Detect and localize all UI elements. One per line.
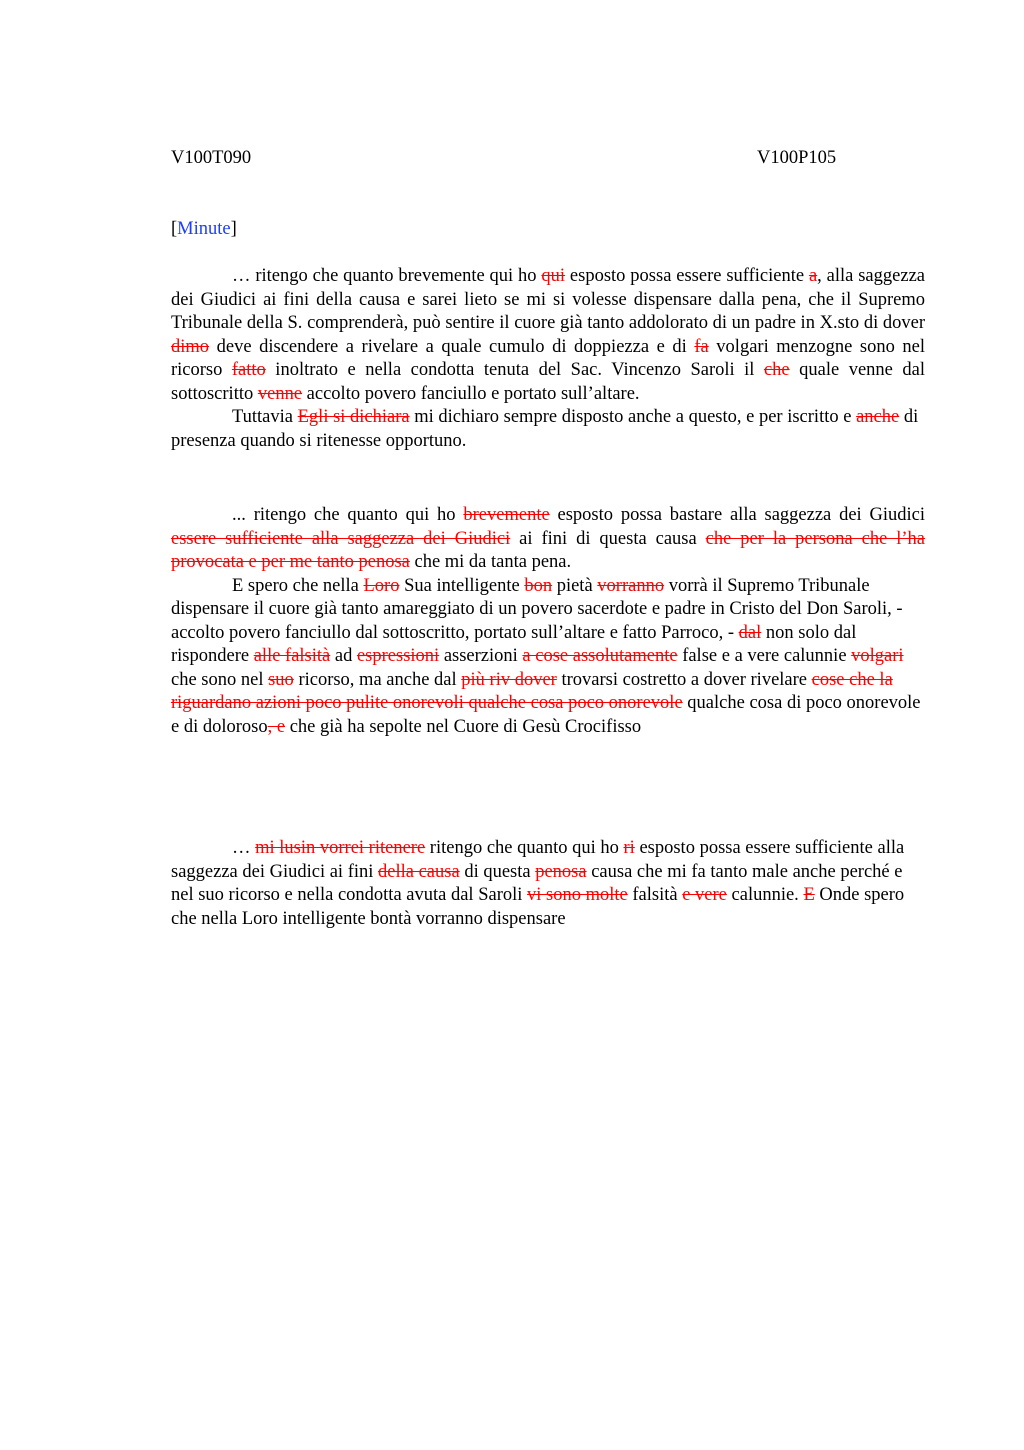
deleted-text: fatto (231, 360, 266, 380)
text-segment: , alla saggezza dei Giudici ai fini della causa e sarei lieto se mi si volesse dispensare dalla pena, che il Supremo Tribunale della S. comprenderà, può sentire il cuore già tanto addolorato di un padre in X.sto di dover (171, 266, 925, 333)
document-code-right: V100P105 (757, 148, 837, 168)
deleted-text: Egli si dichiara (297, 407, 410, 427)
deleted-text: alle falsità (253, 646, 331, 666)
text-segment: di presenza quando si ritenesse opportuno. (171, 407, 919, 451)
section-close-bracket: ] (230, 219, 237, 239)
section-label (171, 218, 237, 241)
section-label-text: Minute (177, 219, 231, 239)
deleted-text: qui (541, 266, 566, 286)
text-segment: Tuttavia (232, 407, 298, 427)
deleted-text: che (763, 360, 790, 380)
text-segment: Onde spero che nella Loro intelligente bontà vorranno dispensare (171, 885, 905, 929)
text-segment: asserzioni (439, 646, 523, 666)
text-segment: esposto possa bastare alla saggezza dei Giudici (549, 505, 925, 525)
text-segment: che già ha sepolte nel Cuore di Gesù Crocifisso (285, 716, 642, 737)
document-code-left: V100T090 (171, 148, 252, 168)
deleted-text: espressioni (356, 646, 440, 666)
deleted-text: più riv dover (461, 669, 557, 690)
deleted-text: ri (623, 838, 635, 858)
text-segment: di questa (459, 861, 536, 882)
deleted-text: fa (694, 336, 709, 357)
text-segment: ai fini di questa causa (510, 528, 706, 549)
text-segment: deve discendere a rivelare a quale cumulo di doppiezza e di (209, 336, 695, 357)
text-segment: quale venne dal sottoscritto (171, 360, 925, 404)
paragraph (171, 575, 925, 740)
text-segment: inoltrato e nella condotta tenuta del Sac. Vincenzo Saroli il (265, 360, 764, 380)
deleted-text: essere sufficiente alla saggezza dei Giudici (171, 528, 511, 549)
text-segment: Sua intelligente (399, 575, 525, 596)
text-segment: calunnie. (726, 885, 804, 905)
text-segment: ... ritengo che quanto qui ho (232, 505, 464, 525)
text-segment: causa che mi fa tanto male anche perché e nel suo ricorso e nella condotta avuta dal Saroli (171, 861, 903, 905)
deleted-text: della causa (378, 861, 460, 882)
deleted-text: a cose assolutamente (522, 646, 678, 666)
deleted-text: venne (257, 383, 303, 404)
deleted-text: , e (267, 716, 286, 737)
text-segment: ricorso, ma anche dal (293, 669, 462, 690)
deleted-text: vorranno (597, 575, 665, 596)
deleted-text: dimo (171, 336, 210, 357)
text-segment: … (232, 838, 256, 858)
deleted-text: volgari (851, 646, 904, 666)
draft-block-3 (171, 837, 925, 931)
paragraph (171, 265, 925, 406)
text-segment: falsità (627, 885, 683, 905)
deleted-text: vi sono molte (527, 885, 628, 905)
deleted-text: mi lusin vorrei ritenere (255, 838, 426, 858)
text-segment: volgari menzogne sono nel ricorso (171, 336, 925, 380)
deleted-text: e vere (682, 885, 727, 905)
deleted-text: Loro (363, 575, 400, 596)
text-segment: non solo dal rispondere (171, 622, 857, 666)
text-segment: pietà (552, 575, 598, 596)
text-segment: false e a vere calunnie (677, 646, 852, 666)
paragraph (171, 837, 925, 931)
deleted-text: E (803, 885, 815, 905)
text-segment: trovarsi costretto a dover rivelare (556, 669, 812, 690)
deleted-text: che per la persona che l’ha provocata e per me tanto penosa (171, 528, 926, 572)
deleted-text: suo (268, 669, 294, 690)
text-segment: esposto possa essere sufficiente alla saggezza dei Giudici ai fini (171, 838, 905, 882)
draft-block-1 (171, 265, 925, 453)
deleted-text: brevemente (463, 505, 550, 525)
deleted-text: penosa (535, 861, 587, 882)
text-segment: qualche cosa di poco onorevole e di doloroso (171, 693, 921, 737)
text-segment: ritengo che quanto qui ho (425, 838, 624, 858)
section-open-bracket: [ (171, 219, 178, 239)
text-segment: esposto possa essere sufficiente (565, 266, 809, 286)
text-segment: che sono nel (171, 669, 269, 690)
deleted-text: a (808, 266, 818, 286)
deleted-text: bon (524, 575, 553, 596)
text-segment: mi dichiaro sempre disposto anche a questo, e per iscritto e (409, 407, 857, 427)
text-segment: che mi da tanta pena. (409, 552, 572, 572)
paragraph (171, 504, 925, 575)
text-segment: vorrà il Supremo Tribunale dispensare il cuore già tanto amareggiato di un povero sacerdote e padre in Cristo del Don Saroli, - accolto povero fanciullo dal sottoscritto, portato sull’altare e fatto Parroco, - (171, 575, 903, 643)
text-segment: … ritengo che quanto brevemente qui ho (232, 266, 542, 286)
text-segment: E spero che nella (232, 575, 364, 596)
text-segment: ad (330, 646, 357, 666)
paragraph (171, 406, 925, 453)
draft-block-2 (171, 504, 925, 739)
deleted-text: dal (738, 622, 762, 643)
deleted-text: cose che la riguardano azioni poco pulite onorevoli qualche cosa poco onorevole (171, 669, 893, 713)
text-segment: accolto povero fanciullo e portato sull’altare. (302, 383, 640, 404)
deleted-text: anche (856, 407, 900, 427)
